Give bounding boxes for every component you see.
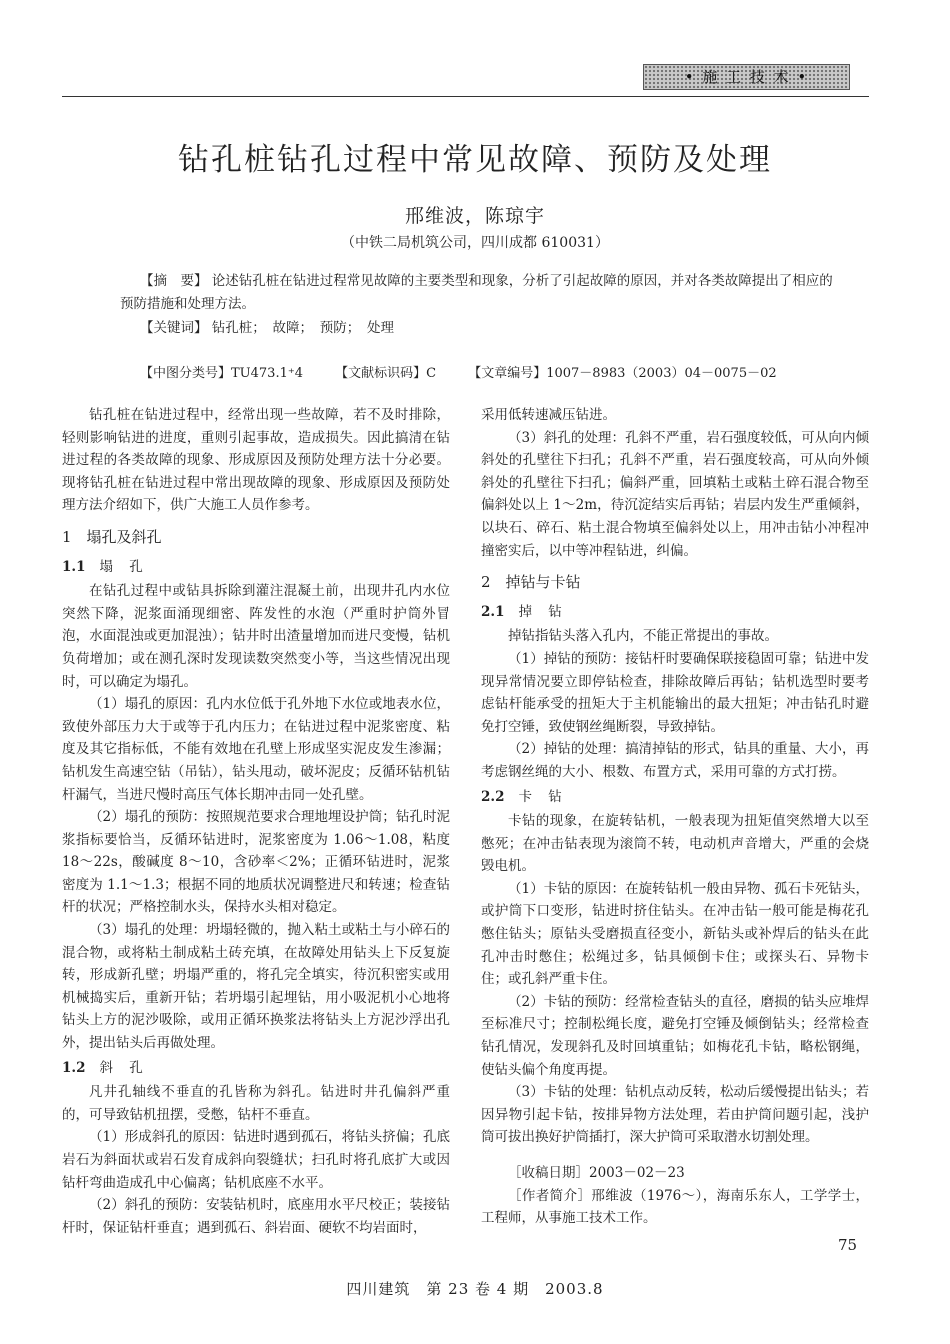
paragraph: 凡井孔轴线不垂直的孔皆称为斜孔。钻进时井孔偏斜严重的，可导致钻机扭摆，受憋，钻杆不垂直。 <box>62 1084 450 1123</box>
footnotes <box>481 1162 869 1230</box>
classification-line <box>140 362 840 381</box>
article-affiliation: （中铁二局机筑公司，四川成都 610031） <box>341 235 609 251</box>
subsection-number: 2.1 <box>481 603 505 620</box>
paragraph: （2）掉钻的处理：搞清掉钻的形式，钻具的重量、大小，再考虑钢丝绳的大小、根数、布置方式，采用可靠的方式打捞。 <box>481 741 869 780</box>
article-authors: 邢维波，陈琼宇 <box>404 205 545 227</box>
received-date: ［收稿日期］2003－02－23 <box>508 1165 685 1181</box>
paragraph: （2）塌孔的预防：按照规范要求合理地埋设护筒；钻孔时泥浆指标要恰当，反循环钻进时，泥浆密度为 1.06～1.08，粘度 18～22s，酸碱度 8～10，含砂率＜2%；正循环钻进时，泥浆密度为 1.1～1.3；根据不同的地质状况调整进尺和转速；检查钻杆的状况；严格控制水头，保持水头相对稳定。 <box>62 809 450 916</box>
section-heading-2: 2 掉钻与卡钻 <box>481 573 581 592</box>
subsection-title: 掉 钻 <box>518 603 568 620</box>
paragraph: 掉钻指钻头落入孔内，不能正常提出的事故。 <box>508 628 778 645</box>
left-column <box>62 404 450 1239</box>
paragraph: （1）形成斜孔的原因：钻进时遇到孤石，将钻头挤偏；孔底岩石为斜面状或岩石发育成斜向裂缝状；扫孔时将孔底扩大或因钻杆弯曲造成孔中心偏离；钻机底座不水平。 <box>62 1129 450 1191</box>
journal-footer: 四川建筑 第 23 卷 4 期 2003.8 <box>346 1280 604 1298</box>
intro-paragraph: 钻孔桩在钻进过程中，经常出现一些故障，若不及时排除，轻则影响钻进的进度，重则引起事故，造成损失。因此搞清在钻进过程的各类故障的现象、形成原因及预防处理方法十分必要。现将钻孔桩在钻进过程中常出现故障的现象、形成原因及预防处理方法介绍如下，供广大施工人员作参考。 <box>62 407 450 514</box>
subsection-title: 塌 孔 <box>99 558 149 575</box>
paragraph: （1）塌孔的原因：孔内水位低于孔外地下水位或地表水位，致使外部压力大于或等于孔内压力；在钻进过程中泥浆密度、粘度及其它指标低，不能有效地在孔壁上形成坚实泥皮发生渗漏；钻机发生高速空钻（吊钻），钻头甩动，破坏泥皮；反循环钻机钻杆漏气，当进尺慢时高压气体长期冲击同一处孔壁。 <box>62 696 450 803</box>
abstract <box>120 270 838 316</box>
paragraph: （3）卡钻的处理：钻机点动反转，松动后缓慢提出钻头；若因异物引起卡钻，按排异物方法处理，若由护筒问题引起，浅护筒可拔出换好护筒插打，深大护筒可采取潜水切割处理。 <box>481 1084 869 1146</box>
paragraph-continuation: 采用低转速减压钻进。 <box>481 407 616 423</box>
paragraph: （1）掉钻的预防：接钻杆时要确保联接稳固可靠；钻进中发现异常情况要立即停钻检查，排除故障后再钻；钻机选型时要考虑钻杆能承受的扭矩大于主机能输出的最大扭矩；冲击钻孔时避免打空锤，致使钢丝绳断裂，导致掉钻。 <box>481 650 869 735</box>
paragraph: （3）斜孔的处理：孔斜不严重，岩石强度较低，可从向内倾斜处的孔壁往下扫孔；孔斜不严重，岩石强度较高，可从向外倾斜处的孔壁往下扫孔；偏斜严重，回填粘土或粘土碎石混合物至偏斜处以上 1～2m，待沉淀结实后再钻；岩层内发生严重倾斜，以块石、碎石、粘土混合物填至偏斜处以上，用冲击钻小冲程冲撞密实后，以中等冲程钻进，纠偏。 <box>481 429 869 559</box>
keywords: 【关键词】 钻孔桩； 故障； 预防； 处理 <box>140 320 395 336</box>
clc-number: 【中图分类号】TU473.1⁺4 <box>140 366 303 381</box>
subsection-heading-1-2 <box>62 1057 450 1080</box>
subsection-title: 卡 钻 <box>518 788 568 805</box>
paragraph: （1）卡钻的原因：在旋转钻机一般由异物、孤石卡死钻头，或护筒下口变形，钻进时挤住钻头。在冲击钻一般可能是梅花孔憋住钻头；原钻头受磨损直径变小，新钻头或补焊后的钻头在此孔冲击时憋住；松绳过多，钻具倾倒卡住；或探头石、异物卡住；或孔斜严重卡住。 <box>481 880 869 988</box>
article-title: 钻孔桩钻孔过程中常见故障、预防及处理 <box>178 142 772 178</box>
paragraph: 在钻孔过程中或钻具拆除到灌注混凝土前，出现井孔内水位突然下降，泥浆面涌现细密、阵发性的水泡（严重时护筒外冒泡，水面混浊或更加混浊）；钻井时出渣量增加而进尺变慢，钻机负荷增加；或在测孔深时发现读数突然变小等，当这些情况出现时，可以确定为塌孔。 <box>62 583 450 690</box>
subsection-number: 1.1 <box>62 558 86 575</box>
page-number: 75 <box>838 1236 858 1254</box>
abstract-text: 【摘 要】 论述钻孔桩在钻进过程常见故障的主要类型和现象，分析了引起故障的原因，并对各类故障提出了相应的预防措施和处理方法。 <box>120 273 833 312</box>
subsection-number: 1.2 <box>62 1059 86 1076</box>
header-rule <box>62 96 869 97</box>
paragraph: （3）塌孔的处理：坍塌轻微的，抛入粘土或粘土与小碎石的混合物，或将粘土制成粘土砖充填，在故障处用钻头上下反复旋转，形成新孔壁；坍塌严重的，将孔完全填实，待沉积密实或用机械捣实后，重新开钻；若坍塌引起埋钻，用小吸泥机小心地将钻头上方的泥沙吸除，或用正循环换浆法将钻头上方泥沙浮出孔外，提出钻头后再做处理。 <box>62 922 450 1052</box>
subsection-heading-2-1 <box>481 601 869 624</box>
paragraph: 卡钻的现象，在旋转钻机，一般表现为扭矩值突然增大以至憋死；在冲击钻表现为滚筒不转，电动机声音增大，严重的会烧毁电机。 <box>481 813 869 875</box>
section-badge: • 施 工 技 术 • <box>643 64 850 90</box>
document-code: 【文献标识码】C <box>335 366 437 381</box>
article-number: 【文章编号】1007－8983（2003）04－0075－02 <box>468 366 777 381</box>
subsection-heading-2-2 <box>481 786 869 809</box>
paragraph: （2）卡钻的预防：经常检查钻头的直径，磨损的钻头应堆焊至标准尺寸；控制松绳长度，避免打空锤及倾倒钻头；经常检查钻孔情况，发现斜孔及时回填重钻；如梅花孔卡钻，略松钢绳，使钻头偏个角度再提。 <box>481 993 869 1078</box>
right-column <box>481 404 869 1149</box>
subsection-number: 2.2 <box>481 788 505 805</box>
paragraph: （2）斜孔的预防：安装钻机时，底座用水平尺校正；装接钻杆时，保证钻杆垂直；遇到孤石、斜岩面、硬软不均岩面时， <box>62 1197 450 1236</box>
subsection-title: 斜 孔 <box>99 1059 149 1076</box>
subsection-heading-1-1 <box>62 556 450 579</box>
author-intro: ［作者简介］邢维波（1976～），海南乐东人，工学学士，工程师，从事施工技术工作。 <box>481 1187 869 1227</box>
section-heading-1: 1 塌孔及斜孔 <box>62 527 162 546</box>
